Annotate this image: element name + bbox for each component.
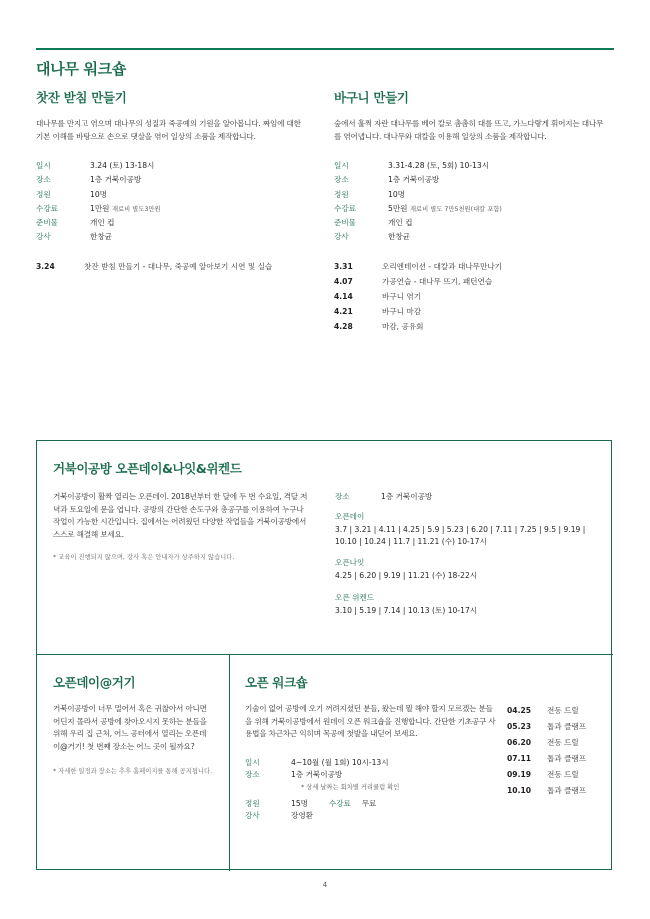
open-workshop-date-value: 4~10월 (월 1회) 10시-13시 xyxy=(291,757,389,767)
fee-amount: 1만원 xyxy=(90,203,110,213)
open-workshop-teacher-value: 장영환 xyxy=(291,810,314,820)
workshop-column-left xyxy=(36,88,308,275)
schedule-date: 10.10 xyxy=(507,785,532,795)
schedule-date: 09.19 xyxy=(507,769,532,779)
info-key: 정원 xyxy=(36,189,51,199)
workshop-schedule-1 xyxy=(36,260,272,275)
schedule-topic: 톱과 클램프 xyxy=(547,753,587,763)
info-row xyxy=(36,187,161,201)
open-workshop-date-note: * 상세 날짜는 회차별 커리큘럼 확인 xyxy=(301,783,400,791)
info-key: 수강료 xyxy=(334,203,357,213)
workshop-schedule-2 xyxy=(334,260,502,335)
info-key: 수강료 xyxy=(36,203,59,213)
open-workshop-place-value: 1층 거북이공방 xyxy=(291,769,343,779)
schedule-row xyxy=(334,320,502,335)
info-value: 3.24 (토) 13-18시 xyxy=(90,161,155,171)
openday-place-row xyxy=(335,491,597,503)
openday-here-note: * 자세한 일정과 장소는 추후 홈페이지를 통해 공지됩니다. xyxy=(53,768,213,776)
info-key: 강사 xyxy=(334,231,349,241)
fee-amount: 5만원 xyxy=(388,203,408,213)
openday-group-value-1: 3.7 | 3.21 | 4.11 | 4.25 | 5.9 | 5.23 | 6.20 | 7.11 | 7.25 | 9.5 | 9.19 | 10.10 | 10.24 | 11.7 | 11.21 (수) 10-17시 xyxy=(335,525,586,547)
schedule-topic: 바구니 마감 xyxy=(382,307,422,317)
schedule-row xyxy=(507,719,586,735)
open-workshop-info-row xyxy=(245,757,497,769)
workshop-title-2: 바구니 만들기 xyxy=(334,90,409,105)
workshop-info-table-1 xyxy=(36,159,161,244)
page-number: 4 xyxy=(322,881,328,889)
schedule-row xyxy=(507,767,586,783)
info-value xyxy=(86,201,161,215)
openday-here-cell xyxy=(53,673,213,777)
openday-right xyxy=(335,491,597,626)
openday-box xyxy=(36,440,612,870)
open-workshop-teacher-key: 강사 xyxy=(245,810,260,820)
open-workshop-capacity-row xyxy=(245,798,497,810)
schedule-date: 3.31 xyxy=(334,262,353,272)
schedule-row xyxy=(507,703,586,719)
info-value: 한창균 xyxy=(90,231,113,241)
schedule-topic: 가공연습 - 대나무 뜨기, 패턴연습 xyxy=(382,277,493,287)
info-value: 1층 거북이공방 xyxy=(388,175,440,185)
open-workshop-place-key: 장소 xyxy=(245,769,260,779)
schedule-topic: 전동 드릴 xyxy=(547,705,579,715)
open-workshop-date-key: 일시 xyxy=(245,757,260,767)
info-row xyxy=(36,159,161,173)
info-row xyxy=(36,230,161,244)
open-workshop-schedule-table xyxy=(507,703,586,799)
schedule-row xyxy=(507,783,586,799)
schedule-topic: 찻잔 받침 만들기 - 대나무, 죽공예 알아보기 시연 및 실습 xyxy=(84,262,273,272)
schedule-row xyxy=(507,751,586,767)
openday-group-label-2: 오픈나잇 xyxy=(335,558,365,568)
open-workshop-fee-value: 무료 xyxy=(361,798,377,808)
schedule-date: 4.21 xyxy=(334,307,353,317)
schedule-topic: 전동 드릴 xyxy=(547,737,579,747)
open-workshop-left xyxy=(245,703,497,822)
schedule-date: 3.24 xyxy=(36,262,55,272)
info-row xyxy=(334,216,502,230)
fee-note: 재료비 별도3만원 xyxy=(111,205,161,213)
open-workshop-fee-key: 수강료 xyxy=(328,798,351,808)
info-key: 장소 xyxy=(36,175,51,185)
info-row xyxy=(334,173,502,187)
openday-note: * 교육이 진행되지 않으며, 강사 혹은 안내자가 상주하지 않습니다. xyxy=(53,554,235,562)
info-key: 일시 xyxy=(334,161,349,171)
openday-title: 거북이공방 오픈데이&나잇&위켄드 xyxy=(53,461,242,476)
header-rule xyxy=(36,48,614,50)
info-row xyxy=(334,159,502,173)
schedule-topic: 오리엔테이션 - 대칼과 대나무만나기 xyxy=(382,262,503,272)
info-value: 10명 xyxy=(388,189,405,199)
schedule-topic: 바구니 엮기 xyxy=(382,292,422,302)
info-value: 1층 거북이공방 xyxy=(90,175,142,185)
schedule-date: 06.20 xyxy=(507,737,532,747)
info-key: 장소 xyxy=(334,175,349,185)
open-workshop-cell xyxy=(245,673,597,822)
workshop-info-table-2 xyxy=(334,159,502,244)
info-row xyxy=(334,187,502,201)
workshop-title-1: 찻잔 받침 만들기 xyxy=(36,90,127,105)
info-value: 개인 컵 xyxy=(388,217,413,227)
openday-group-label-3: 오픈 위켄드 xyxy=(335,592,375,602)
schedule-topic: 마감, 공유회 xyxy=(382,321,424,331)
info-row xyxy=(36,201,161,215)
info-row xyxy=(334,230,502,244)
page-title: 대나무 워크숍 xyxy=(36,60,127,78)
openday-here-title: 오픈데이@거기 xyxy=(53,675,136,690)
openday-heading xyxy=(53,459,597,477)
info-row xyxy=(36,216,161,230)
workshop-column-right xyxy=(334,88,606,334)
open-workshop-content xyxy=(245,703,597,822)
info-row xyxy=(36,173,161,187)
openday-place-value: 1층 거북이공방 xyxy=(381,492,433,501)
info-key: 일시 xyxy=(36,161,51,171)
schedule-date: 4.14 xyxy=(334,292,353,302)
openday-group-value-3: 3.10 | 5.19 | 7.14 | 10.13 (토) 10-17시 xyxy=(335,605,478,615)
info-value: 한창균 xyxy=(388,231,411,241)
schedule-topic: 톱과 클램프 xyxy=(547,785,587,795)
schedule-row xyxy=(334,275,502,290)
workshop-description-1: 대나무를 만지고 엮으며 대나무의 성질과 죽공예의 기원을 알아봅니다. 짜임에 대한 기본 이해를 바탕으로 손으로 댓살을 엮어 일상의 소품을 제작합니다. xyxy=(36,119,301,141)
workshop-description-2: 숲에서 훌쩍 자란 대나무를 베어 칼로 촘촘히 대를 뜨고, 가느다랗게 휘어지는 대나무를 엮어냅니다. 대나무와 대칼을 이용해 일상의 소품을 제작합니다. xyxy=(334,119,604,141)
schedule-row xyxy=(334,305,502,320)
openday-left xyxy=(53,491,311,563)
box-divider-horizontal xyxy=(37,654,613,655)
info-value: 3.31-4.28 (토, 5회) 10-13시 xyxy=(388,161,490,171)
schedule-topic: 톱과 클램프 xyxy=(547,721,587,731)
info-value: 개인 컵 xyxy=(90,217,115,227)
info-value xyxy=(384,201,502,215)
openday-here-description: 거북이공방이 너무 멀어서 혹은 귀찮아서 아니면 어딘지 몰라서 공방에 찾아오시지 못하는 분들을 위해 우리 집 근처, 어느 공터에서 열리는 오픈데이@거기! 첫 번째 장소는 어느 곳이 될까요? xyxy=(53,704,207,751)
info-value: 10명 xyxy=(90,189,107,199)
schedule-date: 4.28 xyxy=(334,321,353,331)
open-workshop-schedule xyxy=(507,703,603,799)
schedule-topic: 전동 드릴 xyxy=(547,769,579,779)
schedule-date: 07.11 xyxy=(507,753,532,763)
open-workshop-description: 기술이 없어 공방에 오기 꺼려지셨던 분들, 왔는데 뭘 해야 할지 모르겠는 분들을 위해 거북이공방에서 원데이 오픈 워크숍을 진행합니다. 간단한 기초공구 사용법을 차근차근 익히며 목공에 첫발을 내딛어 보세요. xyxy=(245,704,496,739)
schedule-date: 4.07 xyxy=(334,277,353,287)
openday-group-value-2: 4.25 | 6.20 | 9.19 | 11.21 (수) 18-22시 xyxy=(335,571,478,581)
info-key: 정원 xyxy=(334,189,349,199)
schedule-row xyxy=(507,735,586,751)
info-key: 강사 xyxy=(36,231,51,241)
openday-group-label-1: 오픈데이 xyxy=(335,512,365,522)
info-row xyxy=(334,201,502,215)
fee-note: 재료비 별도 7만5천원(대칼 포함) xyxy=(409,205,502,213)
schedule-row xyxy=(334,260,502,275)
openday-place-key: 장소 xyxy=(335,492,350,501)
info-key: 준비물 xyxy=(36,217,59,227)
schedule-date: 04.25 xyxy=(507,705,532,715)
schedule-row xyxy=(334,290,502,305)
box-divider-vertical xyxy=(229,654,230,871)
open-workshop-title: 오픈 워크숍 xyxy=(245,675,308,690)
open-workshop-teacher-row xyxy=(245,810,497,822)
openday-description: 거북이공방이 활짝 열리는 오픈데이. 2018년부터 한 달에 두 번 수요일, 격달 저녁과 토요일에 문을 엽니다. 공방의 간단한 손도구와 총공구를 이용하여 누구나 작업이 가능한 시간입니다. 집에서는 어려웠던 다양한 작업들을 거북이공방에서 스스로 해결해 보세요. xyxy=(53,492,308,539)
info-key: 준비물 xyxy=(334,217,357,227)
open-workshop-capacity-value: 15명 xyxy=(291,798,308,808)
schedule-row xyxy=(36,260,272,275)
open-workshop-capacity-key: 정원 xyxy=(245,798,260,808)
open-workshop-info-row xyxy=(245,769,497,781)
schedule-date: 05.23 xyxy=(507,721,532,731)
